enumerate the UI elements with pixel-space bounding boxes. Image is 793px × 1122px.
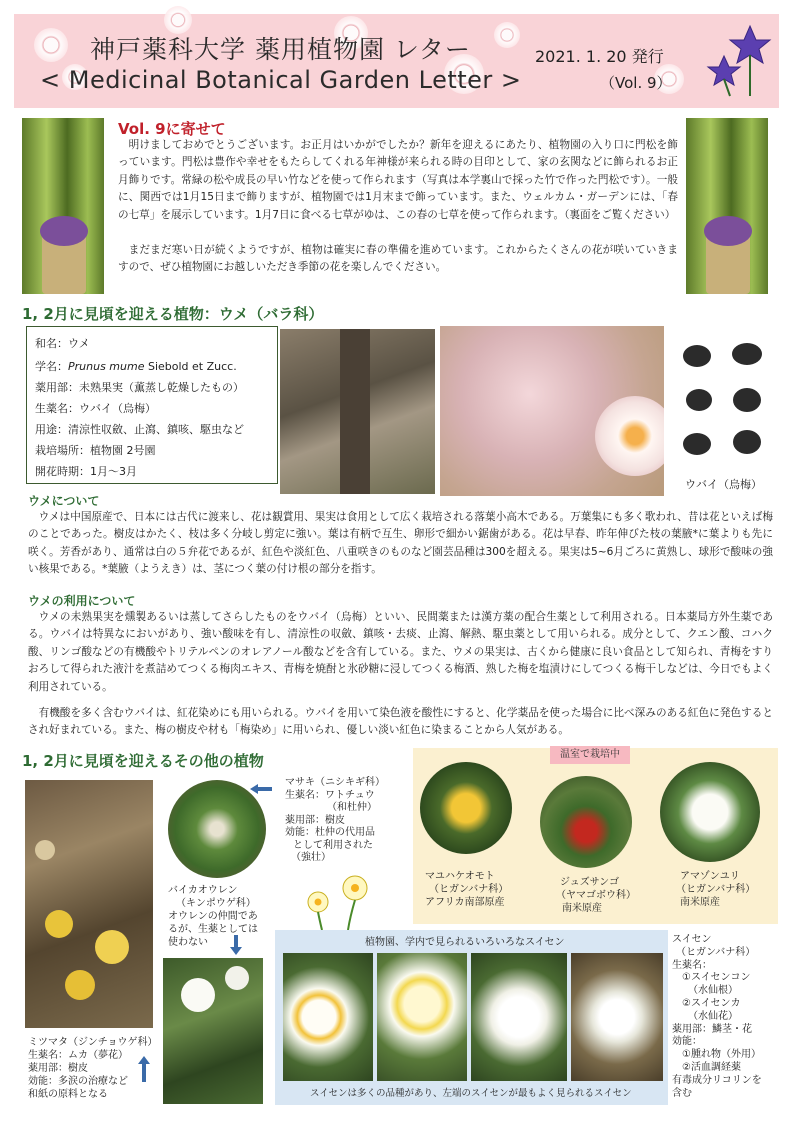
page-title-en: < Medicinal Botanical Garden Letter >	[40, 66, 522, 94]
ume-about-heading: ウメについて	[28, 494, 100, 508]
arrow-down-icon	[230, 935, 242, 955]
suisen-line-9: 効能：	[672, 1036, 702, 1048]
mitsumata-line-2: 生薬名：ムカ（夢花）	[28, 1050, 128, 1061]
intro-paragraph-1: 明けましておめでとうございます。お正月はいかがでしたか？新年を迎えるにあたり、植物園の入り口に門松を飾っています。門松は豊作や幸せをもたらしてくれる年神様が来られる時の目印として、家の玄関などに飾られるお正月飾りです。常緑の松や成長の早い竹などを使って作られます（写真は本学裏山で採った竹で作った門松です）。一般に、関西では1月15日まで飾りますが、植物園では1月末まで飾っています。また、ウェルカム・ガーデンには、「春の七草」を展示しています。1月7日に食べる七草がゆは、この春の七草を使って作られます。（裏面をご覧ください）	[118, 139, 678, 221]
ume-flower-photo	[440, 326, 664, 496]
mitsumata-photo	[25, 780, 153, 1028]
suisen-photo-1	[283, 953, 373, 1081]
bellflower-icon	[700, 22, 776, 98]
suisen-line-5: （水仙根）	[688, 985, 738, 997]
suisen-line-3: 生薬名：	[672, 959, 712, 971]
masaki-line-2: 生薬名：ワトチュウ	[285, 789, 375, 801]
masaki-photo	[168, 780, 266, 878]
amazon-line-1: アマゾンユリ	[680, 871, 740, 882]
ume-about-text: ウメは中国原産で、日本には古代に渡来し、花は観賞用、果実は食用として広く栽培される落葉小高木である。万葉集にも多く歌われ、昔は花といえば梅のことであった。樹皮はかたく、枝は多く分岐し剪定に強い。葉は有柄で互生、卵形で細かい鋸歯がある。花は早春、昨年伸びた枝の葉腋*に葉よりも先に咲く。芳香があり、通常は白の５弁花であるが、紅色や淡紅色、八重咲きのものなど園芸品種は300を超える。果実は5~6月ごろに黄熟し、球形で酸味の強い核果である。*葉腋（ようえき）は、茎につく葉の付け根の部分を指す。	[28, 511, 773, 576]
baika-line-4: るが、生薬としては	[168, 924, 258, 935]
jusu-line-2: （ヤマゴボウ科）	[556, 890, 636, 901]
suisen-photo-3	[471, 953, 567, 1081]
info-gakumei	[35, 358, 237, 374]
intro-paragraph-2: まだまだ寒い日が続くようですが、植物は確実に春の準備を進めています。これからたくさんの花が咲いていきますので、ぜひ植物園にお越しいただき季節の花を楽しんでください。	[118, 244, 678, 274]
other-section-heading: 1, 2月に見頃を迎えるその他の植物	[22, 752, 264, 770]
amazon-lily-photo	[660, 762, 760, 862]
kadomatsu-photo-right	[686, 118, 768, 294]
jusu-line-3: 南米原産	[562, 903, 602, 914]
arrow-left-icon	[250, 784, 272, 794]
baika-line-1: バイカオウレン	[168, 885, 238, 896]
info-shoyaku: 生薬名：ウバイ（烏梅）	[35, 402, 156, 415]
arrow-up-icon	[138, 1056, 150, 1082]
info-basho: 栽培場所：植物園 2号園	[35, 444, 156, 457]
jusu-line-1: ジュズサンゴ	[560, 877, 620, 888]
mayuhake-photo	[420, 762, 512, 854]
baika-caption	[168, 884, 258, 949]
suisen-caption	[672, 934, 762, 1100]
baika-line-2: （キンポウゲ科）	[176, 898, 256, 909]
info-kaika: 開花時期：1月～3月	[35, 465, 137, 478]
mayuhake-line-1: マユハケオモト	[425, 871, 495, 882]
suisen-line-2: （ヒガンバナ科）	[676, 946, 756, 958]
masaki-line-5: 効能：杜仲の代用品	[285, 827, 375, 838]
suisen-line-12: 有毒成分リコリンを	[672, 1074, 762, 1086]
kadomatsu-photo-left	[22, 118, 104, 294]
page-title-jp: 神戸薬科大学 薬用植物園 レター	[90, 35, 471, 64]
mitsumata-line-1: ミツマタ（ジンチョウゲ科）	[28, 1037, 158, 1048]
jusu-photo	[540, 776, 632, 868]
suisen-line-10: ①腫れ物（外用）	[682, 1049, 761, 1061]
ume-info-box	[26, 326, 278, 484]
suisen-line-11: ②活血調経薬	[682, 1061, 741, 1073]
suisen-line-7: （水仙花）	[688, 1010, 738, 1022]
ume-tree-photo	[280, 329, 435, 494]
ume-use-text-1: ウメの未熟果実を燻製あるいは蒸してさらしたものをウバイ（烏梅）といい、民間薬または漢方薬の配合生薬として利用される。日本薬局方外生薬である。ウバイは特異なにおいがあり、強い酸味を有し、清涼性の収斂、鎮咳・去痰、止瀉、解熱、駆虫薬として用いられる。成分として、クエン酸、コハク酸、リンゴ酸などの有機酸やトリテルペンのオレアノール酸などを含有している。また、ウメの果実は、古くから健康に良い食品として知られ、青梅をすりおろして得られた液汁を煮詰めてつくる梅肉エキス、青梅を焼酎と氷砂糖に浸してつくる梅酒、熟した梅を塩漬けにしてつくる梅干しなどは、今日でもよく利用されている。	[28, 611, 773, 693]
masaki-line-6: として利用された	[293, 839, 373, 851]
ubai-caption: ウバイ（烏梅）	[685, 478, 762, 491]
ume-use-heading: ウメの利用について	[28, 594, 136, 608]
mayuhake-line-3: アフリカ南部原産	[425, 897, 505, 908]
mayuhake-caption	[425, 870, 508, 909]
suisen-photo-2	[377, 953, 467, 1081]
mayuhake-line-2: （ヒガンバナ科）	[429, 884, 509, 895]
info-gakumei-italic: Prunus mume	[68, 360, 145, 373]
issue-volume: （Vol. 9）	[600, 74, 672, 92]
info-gakumei-author: Siebold et Zucc.	[144, 360, 237, 373]
masaki-line-1: マサキ（ニシキギ科）	[285, 777, 385, 788]
masaki-line-3: （和杜仲）	[327, 802, 377, 813]
suisen-box-title: 植物園、学内で見られるいろいろなスイセン	[365, 937, 565, 948]
suisen-line-6: ②スイセンカ	[682, 997, 741, 1009]
baika-oren-photo	[163, 958, 263, 1104]
narcissus-doodle-icon	[300, 872, 380, 932]
suisen-photo-4	[571, 953, 663, 1081]
issue-date: 2021. 1. 20 発行	[535, 47, 664, 66]
suisen-line-13: 含む	[672, 1087, 692, 1099]
ume-section-heading: 1, 2月に見頃を迎える植物：ウメ（バラ科）	[22, 305, 324, 323]
mitsumata-line-3: 薬用部：樹皮	[28, 1063, 88, 1074]
ubai-photo	[675, 338, 775, 468]
suisen-line-8: 薬用部：鱗茎・花	[672, 1023, 752, 1035]
info-gakumei-label: 学名：	[35, 360, 68, 373]
info-yoto: 用途：清涼性収斂、止瀉、鎮咳、駆虫など	[35, 423, 244, 436]
masaki-line-7: （強壮）	[291, 852, 331, 863]
mitsumata-line-4: 効能：多涙の治療など	[28, 1076, 128, 1087]
baika-line-3: オウレンの仲間であ	[168, 911, 258, 922]
flower-decoration-icon	[494, 22, 520, 48]
masaki-caption	[285, 777, 385, 865]
ume-flower-closeup	[595, 396, 664, 476]
masaki-line-4: 薬用部：樹皮	[285, 814, 345, 826]
intro-heading: Vol. 9に寄せて	[118, 120, 226, 138]
info-wamei: 和名：ウメ	[35, 337, 90, 350]
flower-decoration-icon	[34, 28, 68, 62]
amazon-line-3: 南米原産	[680, 897, 720, 908]
jusu-caption	[556, 876, 636, 915]
mitsumata-line-5: 和紙の原料となる	[28, 1089, 108, 1100]
info-yakuyobu: 薬用部：未熟果実（薫蒸し乾燥したもの）	[35, 381, 244, 394]
suisen-line-1: スイセン	[672, 934, 712, 945]
suisen-box-caption: スイセンは多くの品種があり、左端のスイセンが最もよく見られるスイセン	[310, 1088, 632, 1099]
baika-line-5: 使わない	[168, 937, 208, 948]
ume-use-text-2: 有機酸を多く含むウバイは、紅花染めにも用いられる。ウバイを用いて染色液を酸性にすると、化学薬品を使った場合に比べ深みのある紅色に発色するとされ好まれている。また、梅の樹皮や材も「梅染め」に用いられ、優しい淡い紅色に染まることから人気がある。	[28, 707, 773, 737]
amazon-caption	[676, 870, 756, 909]
greenhouse-badge: 温室で栽培中	[550, 746, 630, 764]
suisen-line-4: ①スイセンコン	[682, 972, 751, 984]
amazon-line-2: （ヒガンバナ科）	[676, 884, 756, 895]
